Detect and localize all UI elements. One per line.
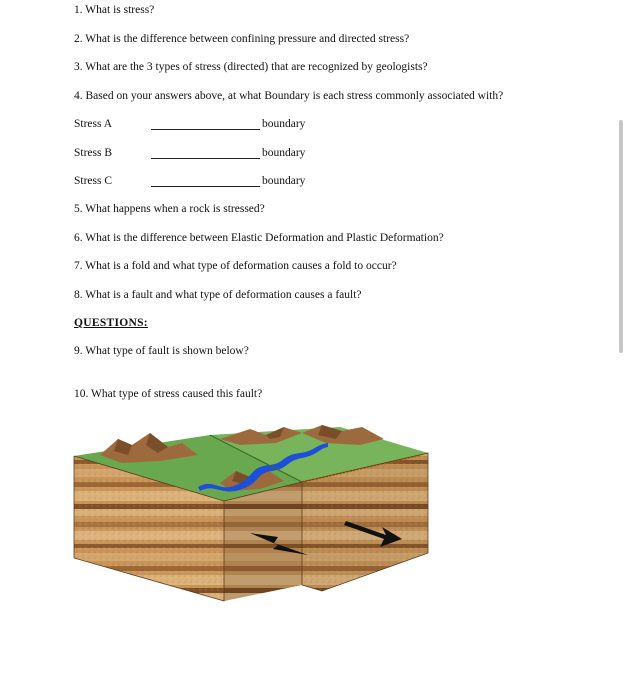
question-1: 1. What is stress? [74,4,155,16]
question-2: 2. What is the difference between confining pressure and directed stress? [74,33,410,45]
stress-b-boundary: boundary [262,147,306,159]
question-7: 7. What is a fold and what type of deformation causes a fold to occur? [74,260,397,272]
stress-c-blank[interactable] [151,186,260,187]
vertical-scrollbar[interactable] [619,120,623,353]
question-4: 4. Based on your answers above, at what Boundary is each stress commonly associated with? [74,90,504,102]
question-3: 3. What are the 3 types of stress (directed) that are recognized by geologists? [74,61,428,73]
question-6: 6. What is the difference between Elastic Deformation and Plastic Deformation? [74,232,444,244]
stress-b-blank[interactable] [151,158,260,159]
stress-b-label: Stress B [74,147,113,159]
stress-a-blank[interactable] [151,129,260,130]
stress-a-label: Stress A [74,118,113,130]
fault-block-diagram [70,425,440,610]
stress-c-label: Stress C [74,175,113,187]
stress-c-boundary: boundary [262,175,306,187]
question-8: 8. What is a fault and what type of deformation causes a fault? [74,289,362,301]
question-9: 9. What type of fault is shown below? [74,345,249,357]
section-heading: QUESTIONS: [74,317,148,329]
question-5: 5. What happens when a rock is stressed? [74,203,265,215]
stress-a-boundary: boundary [262,118,306,130]
question-10: 10. What type of stress caused this fault? [74,388,263,400]
